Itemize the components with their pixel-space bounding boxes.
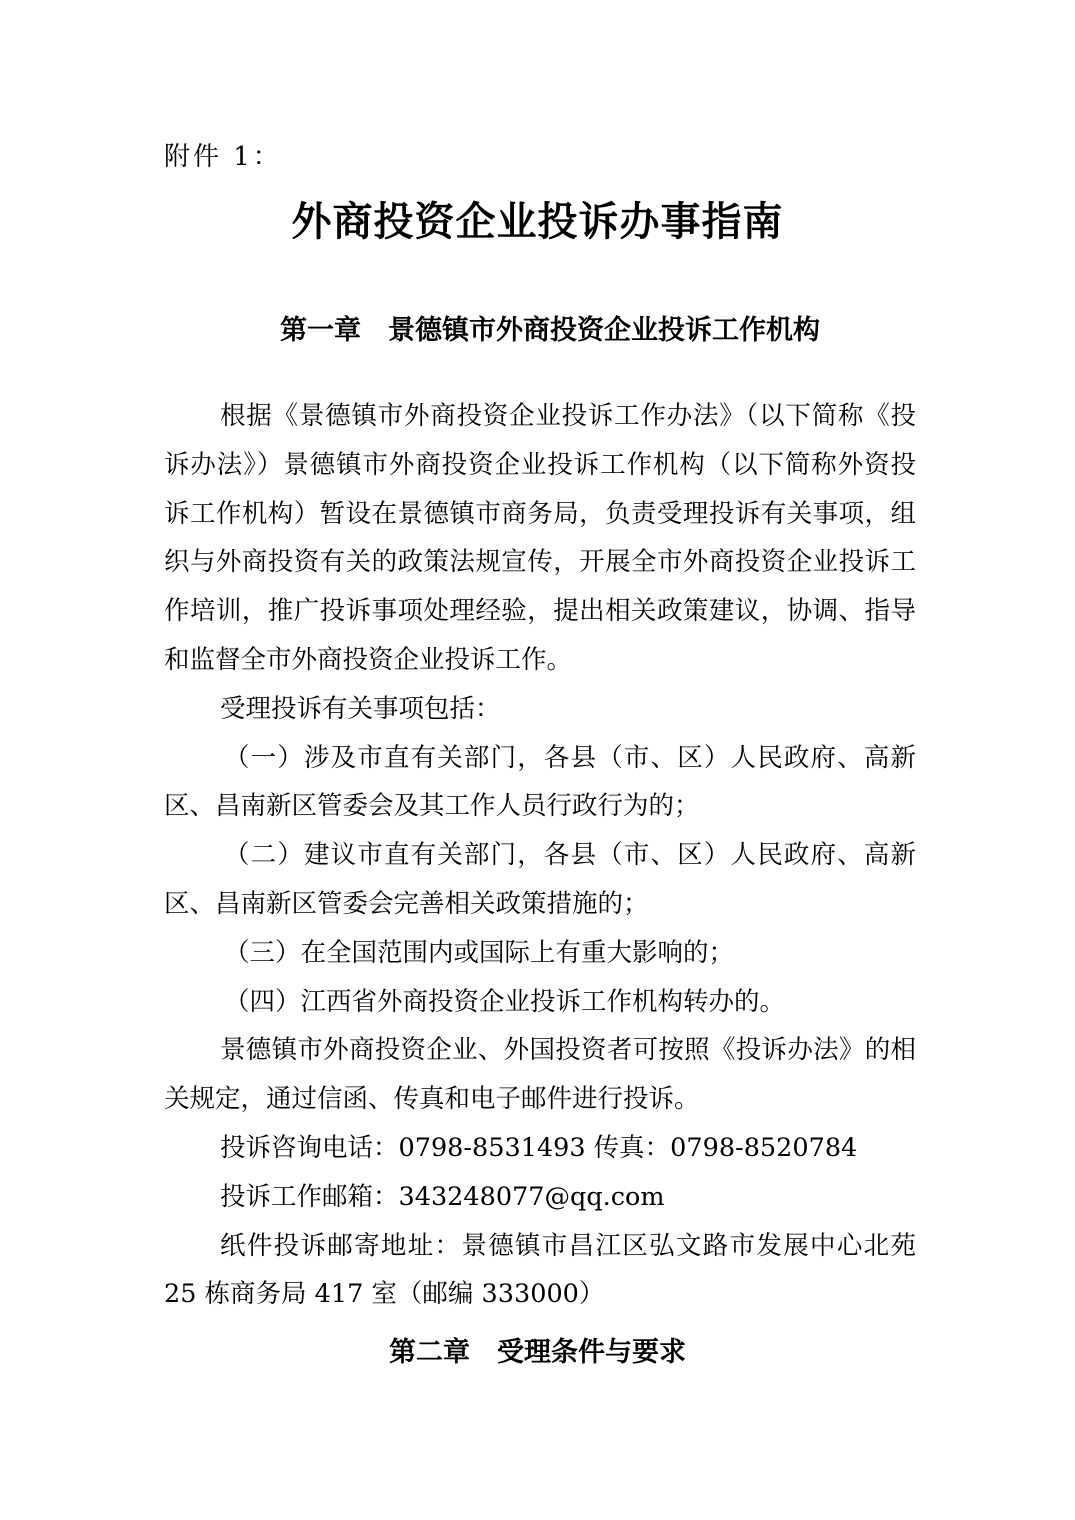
page-title: 外商投资企业投诉办事指南 [291, 198, 784, 245]
scope-item-2: （二）建议市直有关部门，各县（市、区）人民政府、高新区、昌南新区管委会完善相关政策措施的； [164, 840, 916, 919]
chapter-two-heading: 第二章 受理条件与要求 [389, 1337, 686, 1368]
mailing-address: 纸件投诉邮寄地址：景德镇市昌江区弘文路市发展中心北苑 25 栋商务局 417 室（邮编 333000） [164, 1230, 916, 1310]
scope-item-1: （一）涉及市直有关部门，各县（市、区）人民政府、高新区、昌南新区管委会及其工作人员行政行为的； [164, 742, 916, 822]
chapter-one-body [164, 392, 916, 1319]
scope-item-4: （四）江西省外商投资企业投诉工作机构转办的。 [224, 986, 786, 1017]
scope-item-3: （三）在全国范围内或国际上有重大影响的； [224, 937, 735, 968]
attachment-label: 附件 1： [164, 142, 282, 172]
complaint-method-paragraph: 景德镇市外商投资企业、外国投资者可按照《投诉办法》的相关规定，通过信函、传真和电子邮件进行投诉。 [164, 1035, 916, 1115]
contact-email: 投诉工作邮箱：343248077@qq.com [220, 1181, 665, 1212]
contact-phone-fax: 投诉咨询电话：0798-8531493 传真：0798-8520784 [220, 1132, 858, 1163]
scope-intro-paragraph: 受理投诉有关事项包括： [220, 693, 501, 724]
intro-paragraph: 根据《景德镇市外商投资企业投诉工作办法》（以下简称《投诉办法》）景德镇市外商投资企业投诉工作机构（以下简称外资投诉工作机构）暂设在景德镇市商务局，负责受理投诉有关事项，组织与外商投资有关的政策法规宣传，开展全市外商投资企业投诉工作培训，推广投诉事项处理经验，提出相关政策建议，协调、指导和监督全市外商投资企业投诉工作。 [164, 401, 916, 675]
chapter-one-heading: 第一章 景德镇市外商投资企业投诉工作机构 [280, 315, 820, 346]
